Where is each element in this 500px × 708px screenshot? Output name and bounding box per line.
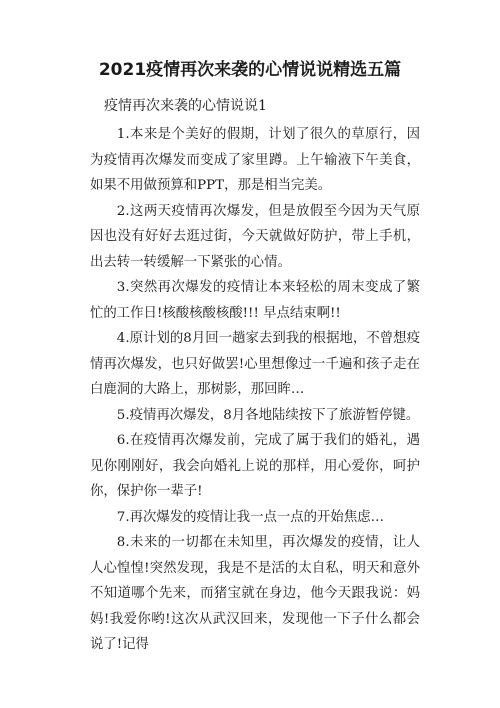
document-body [90, 122, 420, 658]
paragraph-5: 5.疫情再次爆发，8月各地陆续按下了旅游暂停键。 [116, 407, 420, 423]
paragraph-7: 7.再次爆发的疫情让我一点一点的开始焦虑… [116, 509, 384, 525]
paragraph-1: 1.本来是个美好的假期，计划了很久的草原行，因为疫情再次爆发而变成了家里蹲。上午输液下午美食，如果不用做预算和PPT，那是相当完美。 [90, 127, 420, 193]
paragraph-8: 8.未来的一切都在未知里，再次爆发的疫情，让人人心惶惶!突然发现，我是不是活的太自私，明天和意外不知道哪个先来，而猪宝就在身边，他今天跟我说：妈妈!我爱你哟!这次从武汉回来，发现他一下子什么都会说了!记得 [90, 535, 420, 652]
paragraph-3: 3.突然再次爆发的疫情让本来轻松的周末变成了繁忙的工作日!核酸核酸核酸!!! 早点结束啊!! [90, 280, 420, 321]
section-heading: 疫情再次来袭的心情说说1 [104, 98, 267, 114]
document-title: 2021疫情再次来袭的心情说说精选五篇 [98, 60, 402, 80]
paragraph-4: 4.原计划的8月回一趟家去到我的根据地，不曾想疫情再次爆发，也只好做罢!心里想像过一千遍和孩子走在白鹿洞的大路上，那树影，那回眸… [90, 331, 420, 397]
paragraph-2: 2.这两天疫情再次爆发，但是放假至今因为天气原因也没有好好去逛过街，今天就做好防护，带上手机，出去转一转缓解一下紧张的心情。 [90, 203, 420, 270]
paragraph-6: 6.在疫情再次爆发前，完成了属于我们的婚礼，遇见你刚刚好，我会向婚礼上说的那样，用心爱你，呵护你，保护你一辈子! [90, 433, 420, 499]
